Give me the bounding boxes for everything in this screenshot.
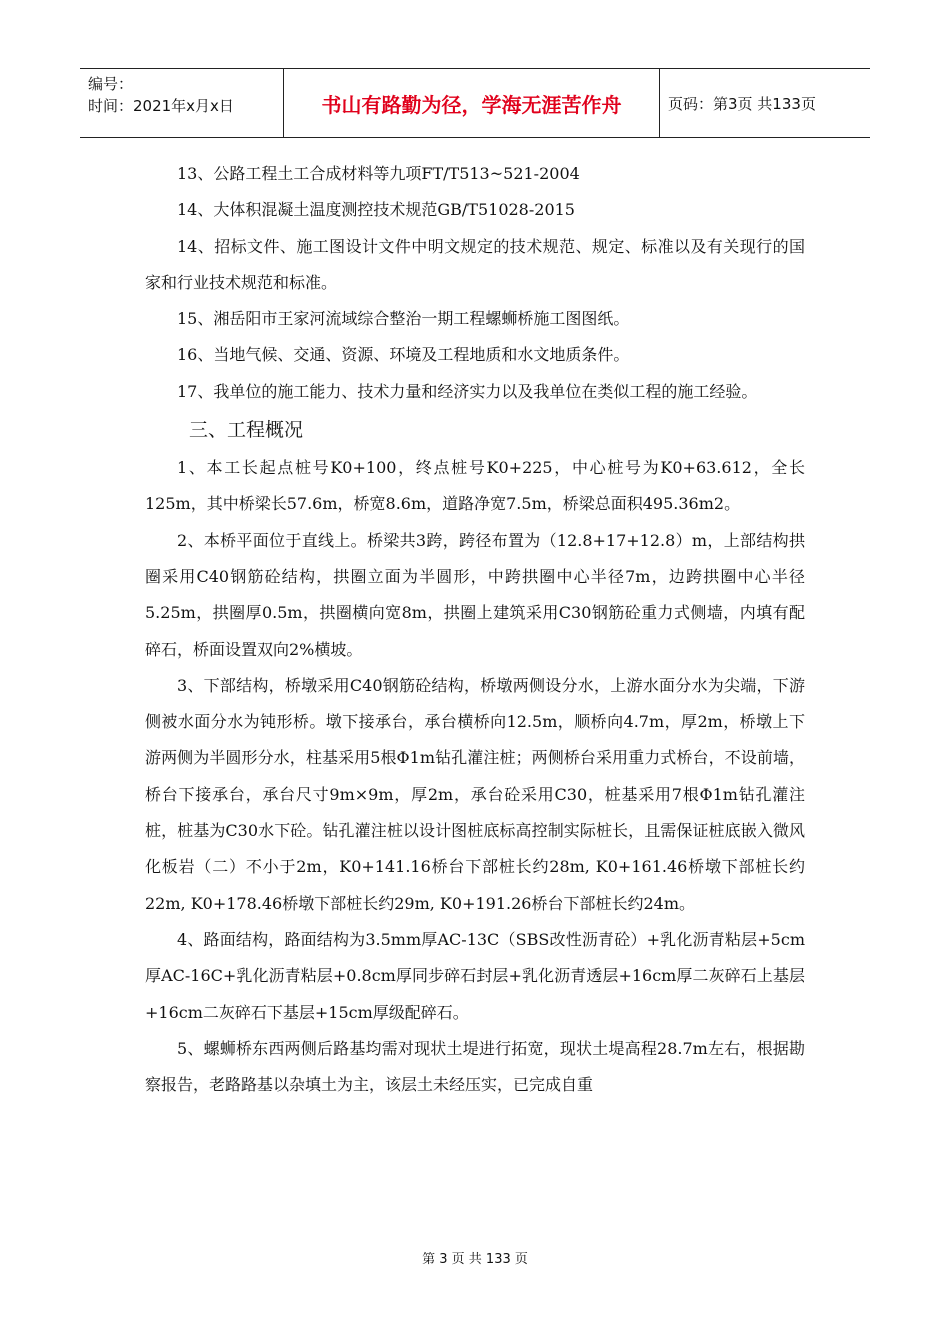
body-paragraph: 13、公路工程土工合成材料等九项FT/T513~521-2004 — [177, 164, 580, 183]
body-paragraph: 5、螺蛳桥东西两侧后路基均需对现状土堤进行拓宽，现状土堤高程28.7m左右，根据勘察报告，老路路基以杂填土为主，该层土未经压实，已完成自重 — [145, 1038, 805, 1095]
body-paragraph: 1、本工长起点桩号K0+100，终点桩号K0+225，中心桩号为K0+63.612，全长125m，其中桥梁长57.6m，桥宽8.6m，道路净宽7.5m，桥梁总面积495.36m2。 — [145, 458, 805, 514]
page-footer: 第 3 页 共 133 页 — [422, 1252, 528, 1267]
page-header — [80, 68, 870, 138]
body-paragraph: 4、路面结构，路面结构为3.5mm厚AC-13C（SBS改性沥青砼）+乳化沥青粘层+5cm厚AC-16C+乳化沥青粘层+0.8cm厚同步碎石封层+乳化沥青透层+16cm厚二灰碎石上基层+16cm二灰碎石下基层+15cm厚级配碎石。 — [145, 929, 805, 1022]
body-paragraph: 2、本桥平面位于直线上。桥梁共3跨，跨径布置为（12.8+17+12.8）m，上部结构拱圈采用C40钢筋砼结构，拱圈立面为半圆形，中跨拱圈中心半径7m，边跨拱圈中心半径5.25m，拱圈厚0.5m，拱圈横向宽8m，拱圈上建筑采用C30钢筋砼重力式侧墙，内填有配碎石，桥面设置双向2%横坡。 — [145, 530, 805, 659]
header-meta — [80, 69, 284, 137]
section-heading: 三、工程概况 — [189, 419, 304, 442]
header-page-info: 页码：第3页 共133页 — [668, 94, 816, 113]
body-paragraph: 14、招标文件、施工图设计文件中明文规定的技术规范、规定、标准以及有关现行的国家和行业技术规范和标准。 — [145, 236, 805, 292]
header-motto: 书山有路勤为径，学海无涯苦作舟 — [284, 69, 660, 137]
body-paragraph: 16、当地气候、交通、资源、环境及工程地质和水文地质条件。 — [177, 345, 630, 365]
document-body — [145, 156, 805, 1103]
body-paragraph: 14、大体积混凝土温度测控技术规范GB/T51028-2015 — [177, 200, 575, 220]
body-paragraph: 3、下部结构，桥墩采用C40钢筋砼结构，桥墩两侧设分水，上游水面分水为尖端，下游侧被水面分水为钝形桥。墩下接承台，承台横桥向12.5m，顺桥向4.7m，厚2m，桥墩上下游两侧为半圆形分水，柱基采用5根Φ1m钻孔灌注桩；两侧桥台采用重力式桥台，不设前墙，桥台下接承台，承台尺寸9m×9m，厚2m，承台砼采用C30，桩基采用7根Φ1m钻孔灌注桩，桩基为C30水下砼。钻孔灌注桩以设计图桩底标高控制实际桩长，且需保证桩底嵌入微风化板岩（二）不小于2m，K0+141.16桥台下部桩长约28m, K0+161.46桥墩下部桩长约22m, K0+178.46桥墩下部桩长约29m, K0+191.26桥台下部桩长约24m。 — [145, 675, 805, 913]
body-paragraph: 17、我单位的施工能力、技术力量和经济实力以及我单位在类似工程的施工经验。 — [177, 381, 758, 401]
document-date: 时间：2021年x月x日 — [88, 97, 234, 115]
body-paragraph: 15、湘岳阳市王家河流域综合整治一期工程螺蛳桥施工图图纸。 — [177, 309, 630, 329]
document-number-label: 编号： — [88, 75, 134, 93]
